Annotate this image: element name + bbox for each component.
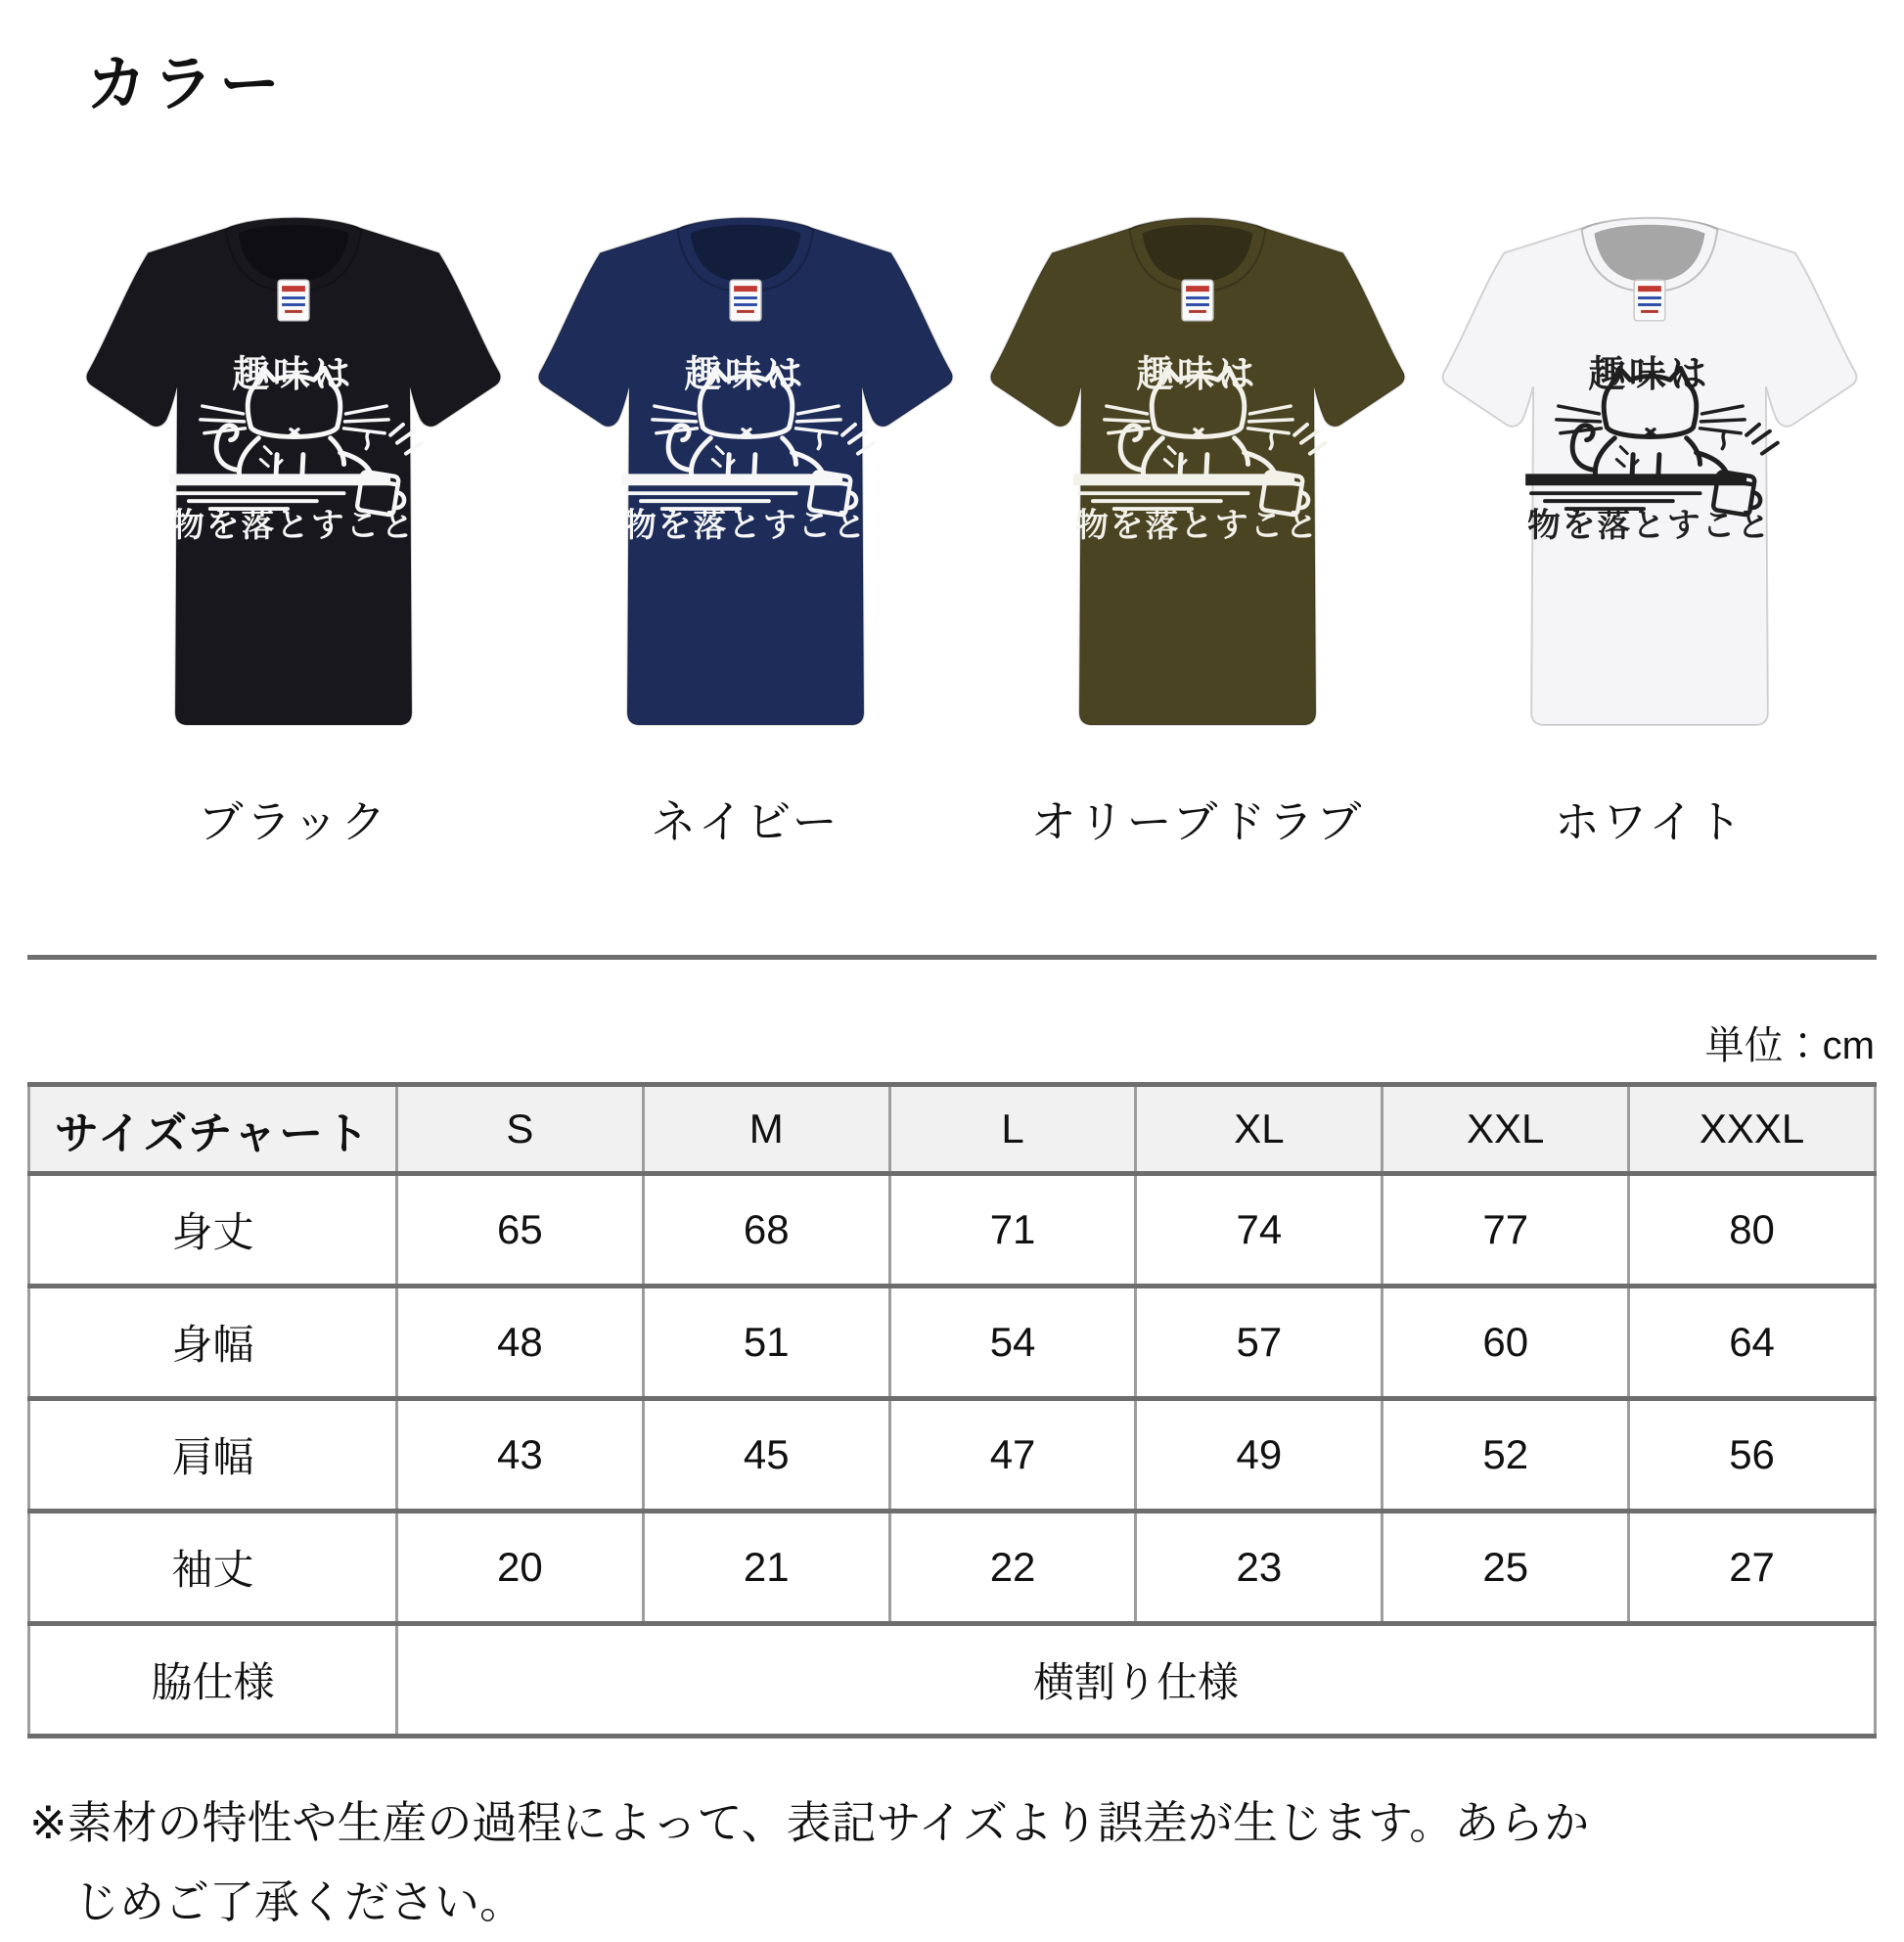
- size-value: 80: [1629, 1174, 1876, 1287]
- size-col-m: M: [643, 1085, 889, 1174]
- color-label-white: ホワイト: [1554, 796, 1745, 847]
- size-chart-title: サイズチャート: [29, 1085, 397, 1174]
- row-label: 肩幅: [29, 1399, 397, 1512]
- size-value: 43: [397, 1399, 644, 1512]
- tshirt-image-black: [80, 185, 507, 738]
- size-col-l: L: [889, 1085, 1136, 1174]
- size-value: 21: [643, 1512, 889, 1624]
- page-title: カラー: [86, 51, 287, 118]
- size-value: 25: [1383, 1512, 1629, 1624]
- size-value: 56: [1629, 1399, 1876, 1512]
- table-row-shoulder-width: [29, 1399, 1876, 1512]
- size-value: 49: [1136, 1399, 1383, 1512]
- size-value: 60: [1383, 1287, 1629, 1399]
- size-col-xxl: XXL: [1383, 1085, 1629, 1174]
- size-value: 77: [1383, 1174, 1629, 1287]
- row-label: 身丈: [29, 1174, 397, 1287]
- color-label-navy: ネイビー: [651, 796, 840, 847]
- size-value: 47: [889, 1399, 1136, 1512]
- tshirt-variant-white: [1436, 185, 1863, 851]
- size-value: 68: [643, 1174, 889, 1287]
- side-spec-value: 横割り仕様: [397, 1624, 1876, 1737]
- size-col-s: S: [397, 1085, 644, 1174]
- size-value: 74: [1136, 1174, 1383, 1287]
- color-label-olive: オリーブドラブ: [1030, 796, 1365, 847]
- size-value: 48: [397, 1287, 644, 1399]
- color-label-black: ブラック: [198, 796, 389, 847]
- size-note: ※素材の特性や生産の過程によって、表記サイズより誤差が生じます。あらかじめご了承ください。: [29, 1797, 1590, 1927]
- table-row-body-width: [29, 1287, 1876, 1399]
- row-label: 脇仕様: [29, 1624, 397, 1737]
- tshirt-variant-olive: [984, 185, 1411, 851]
- size-chart-header-row: [29, 1085, 1876, 1174]
- size-value: 51: [643, 1287, 889, 1399]
- size-col-xxxl: XXXL: [1629, 1085, 1876, 1174]
- tshirt-variant-black: [80, 185, 507, 851]
- size-value: 65: [397, 1174, 644, 1287]
- size-value: 23: [1136, 1512, 1383, 1624]
- size-chart-table: [27, 1082, 1877, 1739]
- size-value: 54: [889, 1287, 1136, 1399]
- size-value: 64: [1629, 1287, 1876, 1399]
- size-col-xl: XL: [1136, 1085, 1383, 1174]
- size-value: 27: [1629, 1512, 1876, 1624]
- unit-label: 単位：cm: [1704, 1024, 1875, 1067]
- size-value: 20: [397, 1512, 644, 1624]
- table-row-side-spec: [29, 1624, 1876, 1737]
- tshirt-variant-navy: [532, 185, 959, 851]
- tshirt-image-white: [1436, 185, 1863, 738]
- section-divider: [27, 955, 1877, 960]
- size-value: 45: [643, 1399, 889, 1512]
- tshirt-image-navy: [532, 185, 959, 738]
- row-label: 袖丈: [29, 1512, 397, 1624]
- size-value: 71: [889, 1174, 1136, 1287]
- size-value: 52: [1383, 1399, 1629, 1512]
- size-value: 57: [1136, 1287, 1383, 1399]
- size-value: 22: [889, 1512, 1136, 1624]
- tshirt-image-olive: [984, 185, 1411, 738]
- table-row-sleeve-length: [29, 1512, 1876, 1624]
- row-label: 身幅: [29, 1287, 397, 1399]
- table-row-body-length: [29, 1174, 1876, 1287]
- color-variants-row: [0, 185, 1904, 851]
